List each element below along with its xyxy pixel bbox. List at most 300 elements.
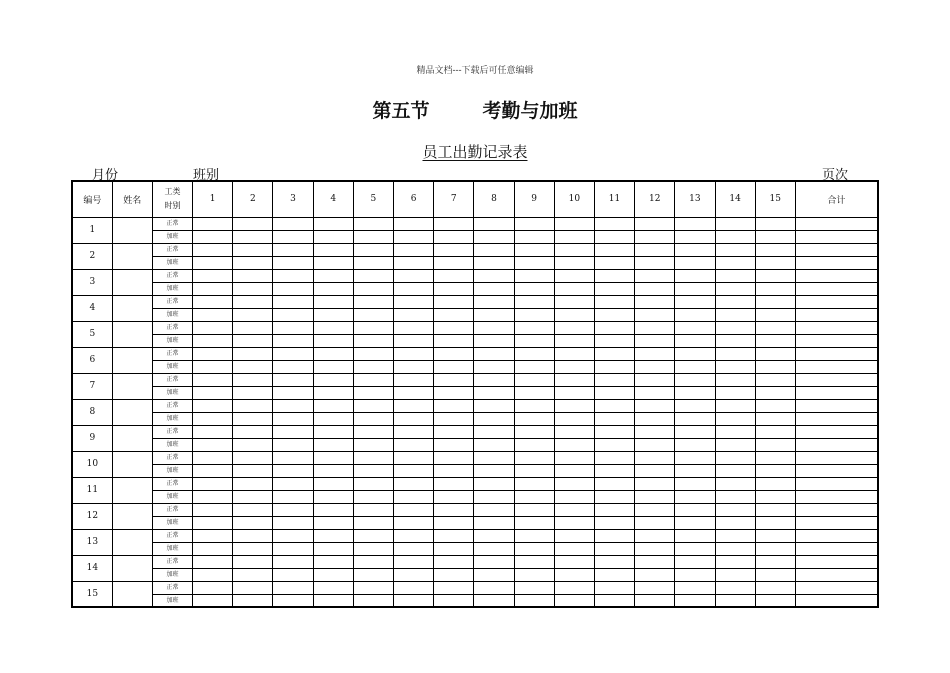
day-cell[interactable] <box>313 594 353 607</box>
day-cell[interactable] <box>635 542 675 555</box>
day-cell[interactable] <box>233 464 273 477</box>
day-cell[interactable] <box>193 529 233 542</box>
day-cell[interactable] <box>434 386 474 399</box>
day-cell[interactable] <box>755 555 795 568</box>
day-cell[interactable] <box>594 412 634 425</box>
day-cell[interactable] <box>353 464 393 477</box>
day-cell[interactable] <box>434 503 474 516</box>
day-cell[interactable] <box>635 360 675 373</box>
day-cell[interactable] <box>554 334 594 347</box>
day-cell[interactable] <box>594 347 634 360</box>
day-cell[interactable] <box>715 373 755 386</box>
day-cell[interactable] <box>635 243 675 256</box>
day-cell[interactable] <box>273 373 313 386</box>
day-cell[interactable] <box>233 282 273 295</box>
day-cell[interactable] <box>514 490 554 503</box>
day-cell[interactable] <box>313 386 353 399</box>
day-cell[interactable] <box>474 282 514 295</box>
day-cell[interactable] <box>594 308 634 321</box>
day-cell[interactable] <box>675 490 715 503</box>
day-cell[interactable] <box>755 542 795 555</box>
day-cell[interactable] <box>715 256 755 269</box>
day-cell[interactable] <box>233 438 273 451</box>
day-cell[interactable] <box>193 412 233 425</box>
day-cell[interactable] <box>273 529 313 542</box>
day-cell[interactable] <box>394 256 434 269</box>
day-cell[interactable] <box>635 282 675 295</box>
day-cell[interactable] <box>313 555 353 568</box>
day-cell[interactable] <box>313 568 353 581</box>
day-cell[interactable] <box>233 503 273 516</box>
day-cell[interactable] <box>434 451 474 464</box>
day-cell[interactable] <box>675 334 715 347</box>
day-cell[interactable] <box>233 295 273 308</box>
day-cell[interactable] <box>233 230 273 243</box>
day-cell[interactable] <box>715 438 755 451</box>
day-cell[interactable] <box>594 503 634 516</box>
day-cell[interactable] <box>273 425 313 438</box>
day-cell[interactable] <box>715 555 755 568</box>
day-cell[interactable] <box>394 334 434 347</box>
total-cell[interactable] <box>795 425 878 438</box>
day-cell[interactable] <box>353 516 393 529</box>
day-cell[interactable] <box>594 243 634 256</box>
day-cell[interactable] <box>594 425 634 438</box>
day-cell[interactable] <box>394 321 434 334</box>
day-cell[interactable] <box>233 373 273 386</box>
day-cell[interactable] <box>554 451 594 464</box>
employee-name-cell[interactable] <box>112 451 152 477</box>
day-cell[interactable] <box>675 217 715 230</box>
day-cell[interactable] <box>554 503 594 516</box>
day-cell[interactable] <box>394 425 434 438</box>
day-cell[interactable] <box>193 373 233 386</box>
day-cell[interactable] <box>474 321 514 334</box>
employee-name-cell[interactable] <box>112 217 152 243</box>
day-cell[interactable] <box>313 269 353 282</box>
day-cell[interactable] <box>273 256 313 269</box>
day-cell[interactable] <box>635 594 675 607</box>
day-cell[interactable] <box>715 594 755 607</box>
employee-name-cell[interactable] <box>112 399 152 425</box>
day-cell[interactable] <box>313 490 353 503</box>
employee-name-cell[interactable] <box>112 581 152 607</box>
day-cell[interactable] <box>755 386 795 399</box>
day-cell[interactable] <box>474 516 514 529</box>
employee-name-cell[interactable] <box>112 477 152 503</box>
day-cell[interactable] <box>715 516 755 529</box>
day-cell[interactable] <box>755 321 795 334</box>
day-cell[interactable] <box>394 399 434 412</box>
day-cell[interactable] <box>554 373 594 386</box>
day-cell[interactable] <box>434 269 474 282</box>
day-cell[interactable] <box>675 230 715 243</box>
day-cell[interactable] <box>635 568 675 581</box>
total-cell[interactable] <box>795 594 878 607</box>
total-cell[interactable] <box>795 256 878 269</box>
total-cell[interactable] <box>795 321 878 334</box>
day-cell[interactable] <box>594 230 634 243</box>
day-cell[interactable] <box>755 412 795 425</box>
day-cell[interactable] <box>193 425 233 438</box>
day-cell[interactable] <box>635 503 675 516</box>
day-cell[interactable] <box>233 529 273 542</box>
day-cell[interactable] <box>594 321 634 334</box>
day-cell[interactable] <box>434 373 474 386</box>
day-cell[interactable] <box>554 243 594 256</box>
day-cell[interactable] <box>394 360 434 373</box>
day-cell[interactable] <box>273 542 313 555</box>
day-cell[interactable] <box>755 360 795 373</box>
day-cell[interactable] <box>193 581 233 594</box>
day-cell[interactable] <box>353 282 393 295</box>
day-cell[interactable] <box>675 321 715 334</box>
day-cell[interactable] <box>514 568 554 581</box>
day-cell[interactable] <box>675 282 715 295</box>
day-cell[interactable] <box>635 399 675 412</box>
day-cell[interactable] <box>474 425 514 438</box>
day-cell[interactable] <box>635 295 675 308</box>
employee-name-cell[interactable] <box>112 373 152 399</box>
day-cell[interactable] <box>193 334 233 347</box>
day-cell[interactable] <box>554 568 594 581</box>
total-cell[interactable] <box>795 529 878 542</box>
day-cell[interactable] <box>514 555 554 568</box>
day-cell[interactable] <box>353 503 393 516</box>
day-cell[interactable] <box>635 451 675 464</box>
day-cell[interactable] <box>554 542 594 555</box>
day-cell[interactable] <box>675 594 715 607</box>
day-cell[interactable] <box>755 438 795 451</box>
day-cell[interactable] <box>554 230 594 243</box>
day-cell[interactable] <box>715 451 755 464</box>
day-cell[interactable] <box>594 516 634 529</box>
day-cell[interactable] <box>273 230 313 243</box>
day-cell[interactable] <box>635 581 675 594</box>
day-cell[interactable] <box>474 438 514 451</box>
day-cell[interactable] <box>554 217 594 230</box>
day-cell[interactable] <box>635 516 675 529</box>
day-cell[interactable] <box>273 386 313 399</box>
day-cell[interactable] <box>554 386 594 399</box>
day-cell[interactable] <box>434 321 474 334</box>
day-cell[interactable] <box>514 295 554 308</box>
day-cell[interactable] <box>715 217 755 230</box>
day-cell[interactable] <box>594 555 634 568</box>
day-cell[interactable] <box>353 568 393 581</box>
day-cell[interactable] <box>755 308 795 321</box>
day-cell[interactable] <box>594 464 634 477</box>
day-cell[interactable] <box>273 282 313 295</box>
day-cell[interactable] <box>474 295 514 308</box>
day-cell[interactable] <box>394 581 434 594</box>
day-cell[interactable] <box>635 308 675 321</box>
day-cell[interactable] <box>233 269 273 282</box>
day-cell[interactable] <box>394 516 434 529</box>
day-cell[interactable] <box>313 347 353 360</box>
day-cell[interactable] <box>233 399 273 412</box>
day-cell[interactable] <box>514 243 554 256</box>
day-cell[interactable] <box>755 451 795 464</box>
day-cell[interactable] <box>715 464 755 477</box>
day-cell[interactable] <box>434 555 474 568</box>
day-cell[interactable] <box>514 373 554 386</box>
total-cell[interactable] <box>795 542 878 555</box>
day-cell[interactable] <box>715 282 755 295</box>
day-cell[interactable] <box>273 581 313 594</box>
day-cell[interactable] <box>193 295 233 308</box>
day-cell[interactable] <box>193 490 233 503</box>
day-cell[interactable] <box>594 269 634 282</box>
day-cell[interactable] <box>233 581 273 594</box>
day-cell[interactable] <box>474 503 514 516</box>
day-cell[interactable] <box>715 568 755 581</box>
day-cell[interactable] <box>434 477 474 490</box>
day-cell[interactable] <box>675 568 715 581</box>
day-cell[interactable] <box>675 295 715 308</box>
day-cell[interactable] <box>715 243 755 256</box>
day-cell[interactable] <box>474 594 514 607</box>
day-cell[interactable] <box>755 230 795 243</box>
day-cell[interactable] <box>313 360 353 373</box>
day-cell[interactable] <box>233 321 273 334</box>
day-cell[interactable] <box>514 282 554 295</box>
employee-name-cell[interactable] <box>112 555 152 581</box>
day-cell[interactable] <box>755 594 795 607</box>
day-cell[interactable] <box>394 542 434 555</box>
day-cell[interactable] <box>514 594 554 607</box>
day-cell[interactable] <box>594 334 634 347</box>
day-cell[interactable] <box>554 529 594 542</box>
day-cell[interactable] <box>434 594 474 607</box>
day-cell[interactable] <box>434 295 474 308</box>
day-cell[interactable] <box>434 529 474 542</box>
day-cell[interactable] <box>715 308 755 321</box>
day-cell[interactable] <box>394 347 434 360</box>
day-cell[interactable] <box>434 217 474 230</box>
day-cell[interactable] <box>755 269 795 282</box>
day-cell[interactable] <box>273 555 313 568</box>
day-cell[interactable] <box>675 464 715 477</box>
day-cell[interactable] <box>715 360 755 373</box>
day-cell[interactable] <box>313 503 353 516</box>
employee-name-cell[interactable] <box>112 347 152 373</box>
day-cell[interactable] <box>394 282 434 295</box>
day-cell[interactable] <box>193 516 233 529</box>
employee-name-cell[interactable] <box>112 243 152 269</box>
day-cell[interactable] <box>675 360 715 373</box>
total-cell[interactable] <box>795 516 878 529</box>
day-cell[interactable] <box>434 334 474 347</box>
day-cell[interactable] <box>715 490 755 503</box>
day-cell[interactable] <box>474 269 514 282</box>
day-cell[interactable] <box>554 516 594 529</box>
day-cell[interactable] <box>273 438 313 451</box>
day-cell[interactable] <box>675 386 715 399</box>
day-cell[interactable] <box>313 477 353 490</box>
day-cell[interactable] <box>755 425 795 438</box>
employee-name-cell[interactable] <box>112 269 152 295</box>
day-cell[interactable] <box>594 386 634 399</box>
day-cell[interactable] <box>233 425 273 438</box>
day-cell[interactable] <box>554 269 594 282</box>
day-cell[interactable] <box>394 555 434 568</box>
day-cell[interactable] <box>434 490 474 503</box>
day-cell[interactable] <box>715 399 755 412</box>
day-cell[interactable] <box>715 581 755 594</box>
total-cell[interactable] <box>795 568 878 581</box>
day-cell[interactable] <box>514 529 554 542</box>
day-cell[interactable] <box>233 490 273 503</box>
day-cell[interactable] <box>273 594 313 607</box>
day-cell[interactable] <box>474 477 514 490</box>
day-cell[interactable] <box>474 529 514 542</box>
day-cell[interactable] <box>313 412 353 425</box>
day-cell[interactable] <box>675 308 715 321</box>
day-cell[interactable] <box>755 568 795 581</box>
day-cell[interactable] <box>635 555 675 568</box>
day-cell[interactable] <box>434 425 474 438</box>
employee-name-cell[interactable] <box>112 321 152 347</box>
day-cell[interactable] <box>715 334 755 347</box>
day-cell[interactable] <box>233 386 273 399</box>
day-cell[interactable] <box>755 295 795 308</box>
day-cell[interactable] <box>675 256 715 269</box>
day-cell[interactable] <box>313 529 353 542</box>
day-cell[interactable] <box>554 425 594 438</box>
day-cell[interactable] <box>353 217 393 230</box>
day-cell[interactable] <box>715 347 755 360</box>
day-cell[interactable] <box>394 529 434 542</box>
day-cell[interactable] <box>675 373 715 386</box>
day-cell[interactable] <box>474 399 514 412</box>
day-cell[interactable] <box>474 230 514 243</box>
day-cell[interactable] <box>313 230 353 243</box>
day-cell[interactable] <box>434 399 474 412</box>
day-cell[interactable] <box>434 230 474 243</box>
day-cell[interactable] <box>193 308 233 321</box>
day-cell[interactable] <box>353 243 393 256</box>
day-cell[interactable] <box>755 217 795 230</box>
day-cell[interactable] <box>233 412 273 425</box>
day-cell[interactable] <box>353 594 393 607</box>
day-cell[interactable] <box>394 386 434 399</box>
day-cell[interactable] <box>715 503 755 516</box>
day-cell[interactable] <box>755 477 795 490</box>
day-cell[interactable] <box>755 256 795 269</box>
day-cell[interactable] <box>755 347 795 360</box>
day-cell[interactable] <box>233 256 273 269</box>
day-cell[interactable] <box>514 269 554 282</box>
day-cell[interactable] <box>514 503 554 516</box>
day-cell[interactable] <box>675 269 715 282</box>
day-cell[interactable] <box>353 542 393 555</box>
day-cell[interactable] <box>273 477 313 490</box>
day-cell[interactable] <box>233 516 273 529</box>
day-cell[interactable] <box>193 568 233 581</box>
day-cell[interactable] <box>474 581 514 594</box>
day-cell[interactable] <box>313 243 353 256</box>
day-cell[interactable] <box>514 581 554 594</box>
day-cell[interactable] <box>474 386 514 399</box>
day-cell[interactable] <box>755 516 795 529</box>
day-cell[interactable] <box>353 269 393 282</box>
day-cell[interactable] <box>514 399 554 412</box>
day-cell[interactable] <box>233 347 273 360</box>
day-cell[interactable] <box>353 477 393 490</box>
day-cell[interactable] <box>193 451 233 464</box>
day-cell[interactable] <box>273 243 313 256</box>
day-cell[interactable] <box>635 412 675 425</box>
day-cell[interactable] <box>434 581 474 594</box>
day-cell[interactable] <box>755 464 795 477</box>
day-cell[interactable] <box>635 425 675 438</box>
day-cell[interactable] <box>434 542 474 555</box>
day-cell[interactable] <box>193 269 233 282</box>
day-cell[interactable] <box>394 243 434 256</box>
day-cell[interactable] <box>273 321 313 334</box>
day-cell[interactable] <box>594 477 634 490</box>
day-cell[interactable] <box>675 412 715 425</box>
day-cell[interactable] <box>474 256 514 269</box>
day-cell[interactable] <box>313 334 353 347</box>
day-cell[interactable] <box>554 321 594 334</box>
day-cell[interactable] <box>474 568 514 581</box>
day-cell[interactable] <box>554 477 594 490</box>
total-cell[interactable] <box>795 347 878 360</box>
total-cell[interactable] <box>795 282 878 295</box>
day-cell[interactable] <box>514 308 554 321</box>
day-cell[interactable] <box>394 438 434 451</box>
day-cell[interactable] <box>514 256 554 269</box>
day-cell[interactable] <box>193 256 233 269</box>
total-cell[interactable] <box>795 295 878 308</box>
day-cell[interactable] <box>273 503 313 516</box>
total-cell[interactable] <box>795 360 878 373</box>
day-cell[interactable] <box>715 529 755 542</box>
day-cell[interactable] <box>755 503 795 516</box>
day-cell[interactable] <box>273 334 313 347</box>
day-cell[interactable] <box>193 282 233 295</box>
day-cell[interactable] <box>675 477 715 490</box>
day-cell[interactable] <box>313 581 353 594</box>
total-cell[interactable] <box>795 217 878 230</box>
day-cell[interactable] <box>353 425 393 438</box>
total-cell[interactable] <box>795 269 878 282</box>
day-cell[interactable] <box>675 425 715 438</box>
day-cell[interactable] <box>353 256 393 269</box>
day-cell[interactable] <box>394 568 434 581</box>
day-cell[interactable] <box>273 568 313 581</box>
day-cell[interactable] <box>474 308 514 321</box>
day-cell[interactable] <box>554 295 594 308</box>
day-cell[interactable] <box>193 321 233 334</box>
day-cell[interactable] <box>233 334 273 347</box>
day-cell[interactable] <box>594 594 634 607</box>
day-cell[interactable] <box>635 256 675 269</box>
day-cell[interactable] <box>353 295 393 308</box>
day-cell[interactable] <box>434 464 474 477</box>
day-cell[interactable] <box>313 542 353 555</box>
day-cell[interactable] <box>554 464 594 477</box>
day-cell[interactable] <box>675 516 715 529</box>
day-cell[interactable] <box>755 529 795 542</box>
day-cell[interactable] <box>675 503 715 516</box>
day-cell[interactable] <box>313 321 353 334</box>
day-cell[interactable] <box>353 334 393 347</box>
day-cell[interactable] <box>394 503 434 516</box>
day-cell[interactable] <box>313 308 353 321</box>
